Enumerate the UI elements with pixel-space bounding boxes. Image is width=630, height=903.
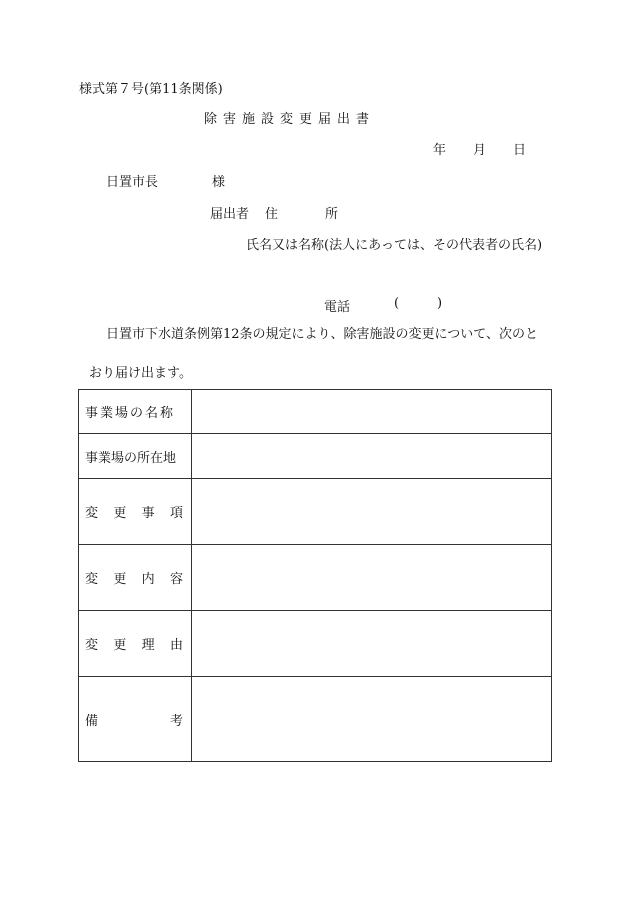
body-text-line-2: おり届け出ます。 <box>89 366 192 381</box>
row-label-change-items <box>79 479 192 545</box>
row-value-change-items[interactable] <box>192 479 552 545</box>
label-char: 考 <box>169 713 183 729</box>
table-row <box>79 677 552 762</box>
date-month-label: 月 <box>473 143 487 158</box>
label-char: 項 <box>169 506 183 521</box>
notification-table <box>78 389 552 762</box>
row-value-remarks[interactable] <box>192 677 552 762</box>
label-char: 変 <box>85 506 99 521</box>
date-year-label: 年 <box>433 143 447 158</box>
label-char: 更 <box>113 572 127 587</box>
addressee-honorific: 様 <box>212 175 226 190</box>
label-char: 理 <box>141 638 155 653</box>
label-char: 変 <box>85 572 99 587</box>
label-char: 由 <box>169 638 183 653</box>
label-char: 内 <box>141 572 155 587</box>
label-char: 備 <box>85 713 99 729</box>
label-char: 変 <box>85 638 99 653</box>
label-char: 容 <box>169 572 183 587</box>
phone-paren-open: ( <box>394 296 400 311</box>
address-label-part2: 所 <box>325 207 339 222</box>
row-value-business-location[interactable] <box>192 434 552 479</box>
addressee-name: 日置市長 <box>106 175 159 190</box>
date-day-label: 日 <box>513 143 527 158</box>
table-row <box>79 434 552 479</box>
row-label-business-location: 事業場の所在地 <box>79 434 192 479</box>
document-title: 除害施設変更届出書 <box>204 112 376 127</box>
applicant-name-label: 氏名又は名称(法人にあっては、その代表者の氏名) <box>246 238 543 253</box>
row-label-business-name: 事業場の名称 <box>79 390 192 434</box>
form-number-label: 様式第７号(第11条関係) <box>79 82 223 97</box>
table-row <box>79 479 552 545</box>
table-row <box>79 390 552 434</box>
label-char: 更 <box>113 638 127 653</box>
phone-label: 電話 <box>324 300 351 315</box>
row-label-change-reason <box>79 611 192 677</box>
row-value-change-details[interactable] <box>192 545 552 611</box>
row-value-change-reason[interactable] <box>192 611 552 677</box>
phone-paren-close: ) <box>437 296 443 311</box>
body-text-line-1: 日置市下水道条例第12条の規定により、除害施設の変更について、次のと <box>106 327 539 342</box>
row-value-business-name[interactable] <box>192 390 552 434</box>
applicant-label: 届出者 <box>210 207 250 222</box>
applicant-address-line <box>210 203 339 222</box>
table-row <box>79 611 552 677</box>
label-char: 更 <box>113 506 127 521</box>
phone-line <box>324 296 443 315</box>
row-label-change-details <box>79 545 192 611</box>
address-label-part1: 住 <box>265 207 279 222</box>
addressee <box>106 171 226 190</box>
row-label-remarks <box>79 677 192 762</box>
label-char: 事 <box>141 506 155 521</box>
table-row <box>79 545 552 611</box>
date-line <box>433 139 526 158</box>
